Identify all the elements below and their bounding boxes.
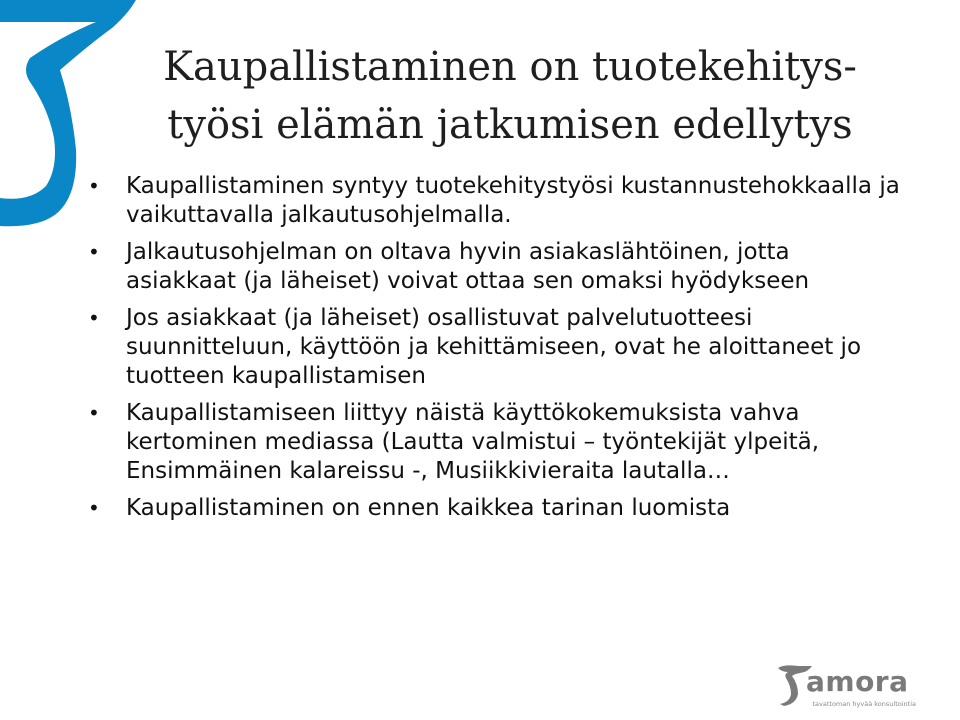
bullet-item: [88, 304, 903, 391]
bullet-item: [88, 238, 903, 296]
bullet-text: Kaupallistamiseen liittyy näistä käyttökokemuksista vahva kertominen mediassa (Lautta valmistui – työntekijät ylpeitä, Ensimmäinen kalareissu -, Musiikkivieraita lautalla…: [126, 400, 820, 484]
logo-wordmark: amora: [806, 665, 909, 698]
bullet-text: Jos asiakkaat (ja läheiset) osallistuvat palvelutuotteesi suunnitteluun, käyttöön ja kehittämiseen, ovat he aloittaneet jo tuotteen kaupallistamisen: [126, 305, 862, 389]
bullet-icon: •: [88, 401, 100, 425]
bullet-item: [88, 494, 903, 523]
title-line-1: Kaupallistaminen on tuotekehitys-: [163, 44, 857, 90]
tamora-logo: [776, 664, 916, 714]
bullet-item: [88, 399, 903, 486]
bullet-item: [88, 172, 903, 230]
title-line-2: työsi elämän jatkumisen edellytys: [167, 102, 853, 148]
bullet-icon: •: [88, 174, 100, 198]
bullet-icon: •: [88, 306, 100, 330]
bullet-icon: •: [88, 240, 100, 264]
bullet-text: Kaupallistaminen on ennen kaikkea tarinan luomista: [126, 495, 731, 521]
bullet-list: [88, 172, 903, 531]
bullet-icon: •: [88, 496, 100, 520]
bullet-text: Jalkautusohjelman on oltava hyvin asiakaslähtöinen, jotta asiakkaat (ja läheiset) voivat ottaa sen omaksi hyödykseen: [126, 239, 810, 294]
bullet-text: Kaupallistaminen syntyy tuotekehitystyösi kustannustehokkaalla ja vaikuttavalla jalkautusohjelmalla.: [126, 173, 900, 228]
logo-tagline: tavattoman hyvää konsultointia: [812, 700, 916, 708]
slide-title: [150, 38, 870, 154]
